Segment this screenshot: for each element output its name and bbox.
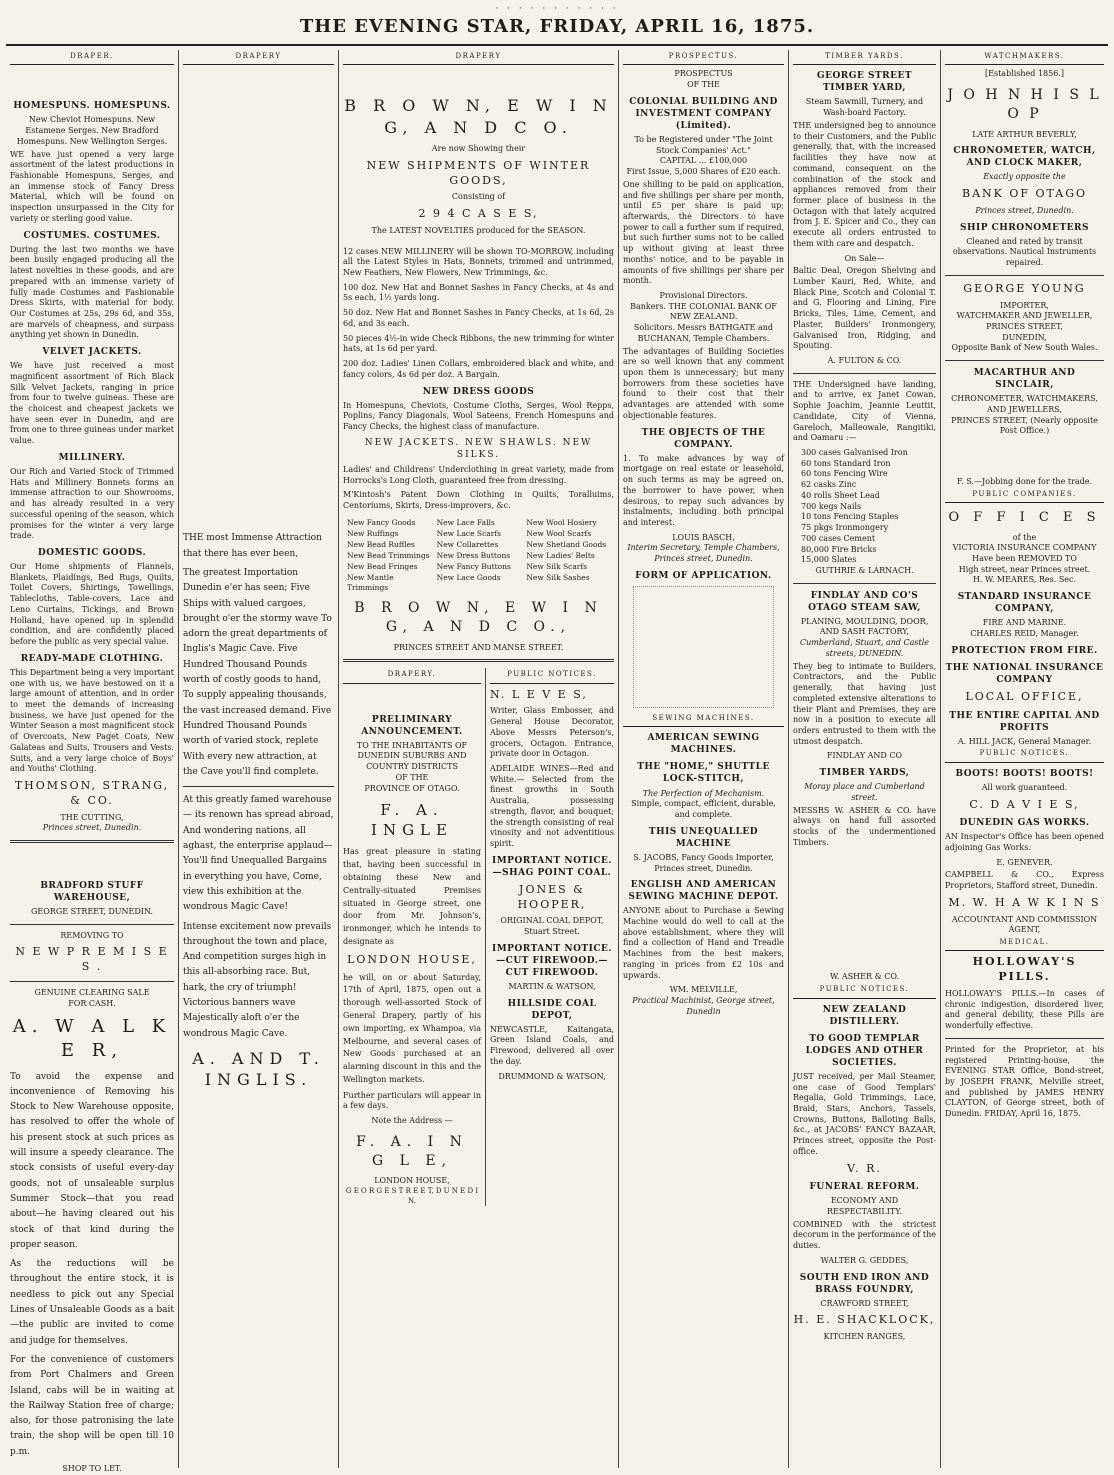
ad-subheading: New Cheviot Homespuns. New Estamene Serges. New Bradford Homespuns. New Wellington Serges. [16,115,168,146]
ad-line: High street, near Princes street. [958,564,1091,574]
advertiser-name: JONES & HOOPER, [517,882,587,911]
section-header: PROSPECTUS. [623,50,784,65]
ad-address: Cumberland, Stuart, and Castle streets, DUNEDIN. [799,638,930,658]
ad-body: To avoid the expense and inconvenience of Removing his Stock to New Warehouse opposite, has resolved to offer the whole of his present stock at such prices as will insure a speedy clearance. The stock consists of useful every-day goods, not of unsaleable surplus Summer Stock—that you read about—he having cleared out his stock of that kind during the proper season. [10,1071,174,1250]
ad-line: A. HILL JACK, General Manager. [957,736,1092,746]
goods-item: New Ruffings [347,528,399,538]
column-3 [338,50,618,1468]
ad-body: Writer, Glass Embosser, and General House Decorator, Above Messrs Peterson's, grocers, Octagon. Entrance, private door in Octagon. [490,706,614,759]
goods-item: New Wool Scarfs [526,528,592,538]
ad-heading: PRELIMINARY ANNOUNCEMENT. [361,714,463,737]
ad-line: IMPORTER, [1000,300,1049,310]
ad-body: CAMPBELL & CO., Express Proprietors, Stafford street, Dunedin. [945,870,1104,891]
cargo-list [793,448,936,566]
ad-line: [Established 1856.] [985,69,1064,79]
ad-body: WE have just opened a very large assortment of the latest productions in Fashionable Homespuns, Serges, and an immense stock of Fancy Dress Material, which will be found on inspection unsurpassed in the City for variety or sterling good value. [10,149,174,223]
ad-body: One shilling to be paid on application, and five shillings per share per month, until £5 per share is paid up; afterwards, the Directors to have power to call a further sum if required, but such further sums not to be called up without giving at least three months' notice, and to be payable in amounts of five shillings per share per month. [623,179,784,286]
ad-heading: AMERICAN SEWING MACHINES. [647,733,760,756]
ad-heading: LONDON HOUSE, [347,952,477,966]
section-header: MEDICAL. [945,936,1104,951]
ad-line: FIRE AND MARINE. [982,618,1067,628]
ad-body: THE Undersigned have landing, and to arrive, ex Janet Cowan, Sophie Joachim, Jeannie Leuttit, Candidate, City of Vienna, Gareloch, Malleowale, Rangitiki, and Oamaru :— [793,379,936,443]
ad-line: Simple, compact, efficient, durable, and complete. [631,799,776,819]
ad-heading: MILLINERY. [58,452,126,463]
advertiser-name: M. W. H A W K I N S [948,895,1101,909]
ad-line: of the [1012,532,1037,542]
ad-body: As the reductions will be throughout the entire stock, it is needless to pick out any Special Lines of Unsaleable Goods as a bait—the public are invited to come and judge for themselves. [10,1259,174,1346]
ad-line: Have been REMOVED TO [972,554,1077,564]
goods-item: New Fancy Buttons [436,561,511,571]
list-item: 700 cases Cement [801,533,876,543]
section-header: SEWING MACHINES. [623,712,784,727]
ad-line: Provisional Directors. [659,291,748,301]
divider [343,659,614,662]
advertiser-name: B R O W N, E W I N G, A N D C O. [344,96,613,137]
ad-heading: COSTUMES. COSTUMES. [23,230,161,241]
masthead-top-line: · · · · · · · · · · · [495,4,619,14]
ad-line: Steam Sawmill, Turnery, and Wash-board Factory. [805,97,924,118]
ad-heading: NEW ZEALAND DISTILLERY. [822,1004,907,1027]
ad-heading: FUNERAL REFORM. [809,1182,920,1193]
ad-line: DUNEDIN, [1002,332,1047,342]
ad-heading: NEW JACKETS. NEW SHAWLS. NEW SILKS. [364,437,593,460]
advertiser-name: H. E. SHACKLOCK, [793,1313,936,1327]
ad-heading: CHRONOMETER, WATCH, AND CLOCK MAKER, [953,146,1096,169]
ad-body: Baltic Deal, Oregon Shelving and Lumber Kauri, Red, White, and Black Pine, Scotch and Colonial T. and G. Flooring and Lining, Fire Bricks, Tiles, Lime, Cement, and Plaster, Builders' Ironmongery, Galvanised Iron, Ridging, and Spouting. [793,266,936,351]
ad-line: PLANING, MOULDING, DOOR, AND SASH FACTORY, [800,616,929,637]
ad-heading: FINDLAY AND CO'S OTAGO STEAM SAW, [808,590,921,613]
section-header: DRAPERY [343,50,614,65]
ad-body: The advantages of Building Societies are so well known that any comment upon them is unnecessary; but many borrowers from these societies have found to their cost that their advantages are attended with some objectionable features. [623,346,784,420]
section-header: PUBLIC NOTICES. [945,747,1104,762]
ad-body: 1. To make advances by way of mortgage on real estate or leasehold, on such terms as may be agreed on, the borrower to have power, when desirous, to repay such advances by instalments, including both principal and interest. [623,453,784,528]
ad-heading: LOCAL OFFICE, [965,689,1084,703]
ad-line: Bankers. THE COLONIAL BANK OF NEW ZEALAND. [630,301,777,322]
public-notices-subcolumn [486,668,614,1206]
ad-body: We have just received a most magnificent assortment of Rich Black Silk Velvet Jackets, ranging in price from four to twelve guineas. These are the choicest and cheapest jackets we have seen ever in Dunedin, and are from one to three guineas under market value. [10,361,174,446]
list-item: 60 tons Standard Iron [801,458,891,468]
ad-line: DRUMMOND & WATSON, [498,1071,606,1081]
masthead [0,0,1114,44]
ad-line: To be Registered under "The Joint Stock Companies' Act." [634,134,773,155]
list-item: 10 tons Fencing Staples [801,512,899,522]
advertiser-name: C. D A V I E S, [969,797,1080,811]
ad-line: CHRONOMETER, WATCHMAKERS, AND JEWELLERS, [951,394,1098,414]
ad-heading: SHIP CHRONOMETERS [959,222,1090,233]
ad-line: VICTORIA INSURANCE COMPANY [952,543,1097,553]
divider [183,786,334,787]
ad-line: Opposite Bank of New South Wales. [951,343,1098,353]
ad-body: HOLLOWAY'S PILLS.—In cases of chronic indigestion, disordered liver, and general debility, these Pills are wonderfully effective. [945,988,1104,1031]
ad-heading: NEW SHIPMENTS OF WINTER GOODS, [366,158,591,187]
ad-body: Our Home shipments of Flannels, Blankets, Plaidings, Bed Rugs, Quilts, Toilet Covers, Shirtings, Towellings, Tablecloths, Table-covers, Lace and Leno Curtains, Tickings, and Brown Holland, have opened up in splendid condition, and are confidently placed before the public as very special value. [10,562,174,647]
section-header: WATCHMAKERS. [945,50,1104,65]
poem-body: At this greatly famed warehouse — its renown has spread abroad, And wondering nations, all aghast, the enterprise applaud— You'll find Unequalled Bargains in everything you have, Come, view this exhibition at the wondrous Magic Cave! [183,795,334,913]
list-item: 15,000 Slates [801,555,857,565]
list-item: 40 rolls Sheet Lead [801,490,880,500]
royal-cipher: V. R. [847,1161,882,1175]
ad-line: Consisting of [451,192,506,202]
section-header: DRAPER. [10,50,174,65]
ad-body: 12 cases NEW MILLINERY will be shown TO-MORROW, including all the Latest Styles in Hats, Bonnets, trimmed and untrimmed, New Feathers, New Flowers, New Trimmings, &c. [343,246,614,278]
ad-heading: BRADFORD STUFF WAREHOUSE, [40,880,144,903]
list-item: 80,000 Fire Bricks [801,544,877,554]
ad-line: LATE ARTHUR BEVERLY, [972,129,1077,139]
ad-line: All work guaranteed. [981,782,1068,792]
ad-heading: 2 9 4 C A S E S, [418,207,539,221]
ad-line: FINDLAY AND CO [826,751,903,761]
advertiser-name: A. AND T. INGLIS. [192,1048,325,1090]
ad-line: The LATEST NOVELTIES produced for the SEASON. [371,225,586,235]
goods-item: New Lace Scarfs [436,528,501,538]
advertiser-name: B R O W N, E W I N G, A N D C O., [354,600,603,635]
ad-line: Note the Address — [371,1116,453,1126]
list-item: 75 pkgs Ironmongery [801,523,889,533]
ad-line: Cleaned and rated by transit observations. Nautical Instruments repaired. [952,236,1097,268]
column-2 [178,50,338,1468]
ad-body: M'Kintosh's Patent Down Clothing in Quilts, Toralluims, Centoriums, Skirts, Dress-improvers, &c. [343,490,614,510]
ad-heading: THE OBJECTS OF THE COMPANY. [641,427,766,450]
ad-line: CRAWFORD STREET, [820,1298,909,1308]
ad-heading: HOMESPUNS. HOMESPUNS. [13,101,171,112]
ad-line: ACCOUNTANT AND COMMISSION AGENT, [951,914,1098,935]
goods-item: New Fancy Goods [347,517,416,527]
ad-heading: HOLLOWAY'S PILLS. [972,955,1077,984]
ad-line: First Issue, 5,000 Shares of £20 each. [626,167,781,177]
ad-line: PRINCES STREET, (Nearly opposite Post Office.) [951,415,1098,436]
ad-body: In Homespuns, Cheviots, Costume Cloths, Serges, Wool Repps, Poplins, Fancy Diagonals, Wool Sateens, French Homespuns and Fancy Checks, the highest class of manufacture. [343,400,614,431]
goods-grid [347,518,610,593]
goods-item: New Bead Fringes [347,561,418,571]
goods-item: New Bead Trimmings [347,550,430,560]
divider [945,1038,1104,1039]
ad-line: PROVINCE OF OTAGO. [364,783,460,793]
goods-item: New Lace Goods [436,572,501,582]
ad-body: 100 doz. New Hat and Bonnet Sashes in Fancy Checks, at 4s and 5s each, 1½ yards long. [343,282,614,303]
ad-body: 200 doz. Ladies' Linen Collars, embroidered black and white, and fancy colors, 4s 6d per doz. A Bargain. [343,359,614,379]
ad-heading: STANDARD INSURANCE COMPANY, [957,592,1092,615]
ad-line: GUTHRIE & LARNACH. [815,565,914,575]
advertiser-name: WM. MELVILLE, [669,985,738,995]
advertiser-name: THOMSON, STRANG, & CO. [14,779,170,807]
ad-line: GENUINE CLEARING SALE [34,987,150,997]
ad-address: G E O R G E S T R E E T, D U N E D I N. [345,1187,479,1205]
ad-line: WATCHMAKER AND JEWELLER, [956,311,1093,321]
section-header: PUBLIC COMPANIES. [945,488,1104,503]
divider [945,360,1104,361]
advertiser-name: GEORGE YOUNG [963,281,1086,295]
section-header: PUBLIC NOTICES. [490,668,614,683]
ad-heading: VELVET JACKETS. [42,347,142,358]
goods-item: New Ladies' Belts [526,550,595,560]
column-1 [6,50,178,1474]
ad-address: GEORGE STREET, DUNEDIN. [31,907,153,917]
list-item: 62 casks Zinc [801,480,857,490]
ad-line: Solicitors. Messrs BATHGATE and BUCHANAN, Temple Chambers. [633,323,774,343]
ad-line: S. JACOBS, Fancy Goods Importer, Princes street, Dunedin. [633,852,774,873]
ad-address: PRINCES STREET AND MANSE STREET. [393,642,564,652]
ad-address: Interim Secretary, Temple Chambers, Princes street, Dunedin. [627,543,780,564]
ad-heading: PROTECTION FROM FIRE. [951,645,1098,656]
ad-heading: HILLSIDE COAL DEPOT, [507,998,597,1021]
ad-heading: MACARTHUR AND SINCLAIR, [973,368,1076,391]
goods-item: New Lace Falls [436,517,495,527]
masthead-rule [6,44,1108,46]
ad-body: 50 doz. New Hat and Bonnet Sashes in Fancy Checks, at 1s 6d, 2s 6d, and 3s each. [343,308,614,328]
divider [945,275,1104,276]
goods-item: New Dress Buttons [436,550,511,560]
ad-heading: THIS UNEQUALLED MACHINE [648,826,759,849]
ad-body: During the last two months we have been busily engaged producing all the latest novelties in these goods, and are prepared with an immense variety of fully made Costumes and Fashionable Dress Skirts, with material for body. Our Costumes at 25s, 29s 6d, and 35s, are marvels of cheapness, and surpass anything yet shown in Dunedin. [10,244,174,340]
ad-body: 50 pieces 4½-in wide Check Ribbons, the new trimming for winter hats, at 1s 6d per yard. [343,333,614,354]
ad-heading: TO THE INHABITANTS OF DUNEDIN SUBURBS AND COUNTRY DISTRICTS [356,740,468,772]
goods-item: New Collarettes [436,539,499,549]
list-item: 60 tons Fencing Wire [801,469,888,479]
advertiser-name: F. A. I N G L E, [356,1133,468,1169]
ad-heading: TIMBER YARDS, [819,768,910,779]
ad-address: Stuart Street. [524,926,580,936]
ad-line: PRINCES STREET, [986,321,1063,331]
ad-heading: THE "HOME," SHUTTLE LOCK-STITCH, [637,762,770,785]
advertiser-name: F. A. INGLE [371,801,453,840]
ad-line: A. FULTON & CO. [827,356,902,365]
ad-heading: GEORGE STREET TIMBER YARD, [816,71,913,94]
goods-item: New Silk Sashes [526,572,590,582]
ad-body: For the convenience of customers from Port Chalmers and Green Island, cabs will be in waiting at the Railway Station free of charge; also, for those patronising the late train, the shop will be open till 10 p.m. [10,1354,174,1457]
ad-heading: IMPORTANT NOTICE.—CUT FIREWOOD.—CUT FIREWOOD. [492,943,612,978]
advertiser-name: N. L E V E S, [490,687,588,701]
ad-heading: DOMESTIC GOODS. [37,548,147,558]
ad-heading: READY-MADE CLOTHING. [20,653,164,664]
ad-heading: BOOTS! BOOTS! BOOTS! [955,768,1094,779]
ad-line: OF THE [395,772,429,782]
ad-body: he will, on or about Saturday, 17th of April, 1875, open out a thorough well-assorted Stock of General Drapery, partly of his own importing, ex Whampoa, via Melbourne, and several cases of New Goods purchased at an alarming discount in this and the Wellington markets. [343,972,481,1084]
ad-body: COMBINED with the strictest decorum in the performance of the duties. [793,1219,936,1251]
ad-heading: SOUTH END IRON AND BRASS FOUNDRY, [799,1272,930,1295]
ad-line: CAPITAL ... £100,000 [659,156,748,166]
ad-line: Are now Showing their [431,144,526,154]
ad-line: N E W P R E M I S E S . [15,945,169,974]
newspaper-title: THE EVENING STAR, FRIDAY, APRIL 16, 1875. [299,16,815,37]
section-header: DRAPERY. [343,668,481,683]
goods-item: New Shetland Goods [526,539,607,549]
ad-line: ORIGINAL COAL DEPOT, [500,916,604,926]
ad-line: LONDON HOUSE, [374,1176,450,1186]
ad-line: Exactly opposite the [983,172,1066,182]
advertiser-sub: THE CUTTING, [60,812,124,822]
ad-line: CHARLES REID, Manager. [970,628,1079,638]
column-6 [940,50,1108,1468]
ad-heading: THE NATIONAL INSURANCE COMPANY [945,662,1104,685]
column-5 [788,50,940,1468]
imprint: Printed for the Proprietor, at his registered Printing-house, the EVENING STAR Office, Bond-street, by JOSEPH FRANK, Melville street, and published by JAMES HENRY CLAYTON, of George street, both of Dunedin. FRIDAY, April 16, 1875. [945,1044,1104,1119]
ad-heading: NEW DRESS GOODS [422,386,535,397]
ad-line: FOR CASH. [68,998,116,1008]
column-4 [618,50,788,1468]
ad-line: WALTER G. GEDDES, [820,1255,909,1265]
advertiser-address: Princes street, Dunedin. [42,823,142,833]
ad-body: Has great pleasure in stating that, having been successful in obtaining these New and Centrally-situated Premises situated in George street, one door from Mr. Johnson's, ironmonger, which he intends to designate as [343,847,481,947]
ad-heading: ENGLISH AND AMERICAN SEWING MACHINE DEPOT. [628,880,779,903]
ad-line: MARTIN & WATSON, [508,981,596,991]
poem-body: Intense excitement now prevails throughout the town and place, And competition surges high in this all-absorbing race. But, hark, the cry of triumph! Victorious banners wave Majestically aloft o'er the wondrous Magic Cave. [183,921,332,1039]
list-item: 300 cases Galvanised Iron [801,448,908,458]
advertiser-name: A. W A L K E R, [12,1016,172,1062]
ad-line: PROSPECTUS [674,69,733,79]
ad-heading: TO GOOD TEMPLAR LODGES AND OTHER SOCIETIES. [805,1033,924,1068]
section-header: PUBLIC NOTICES. [793,983,936,998]
ad-body: JUST received, per Mail Steamer, one case of Good Templars' Regalia, Gold Trimmings, Lace, Braid, Stars, Anchors, Tassels, Crowns, Buttons, Balloting Balls, &c., at JACOBS' FANCY BAZAAR, Princes street, opposite the Post-office. [793,1071,936,1156]
application-form [633,586,774,708]
poem-title: THE most Immense Attraction that there has ever been, [183,533,322,559]
section-header: DRAPERY [183,50,334,65]
drapery-subcolumn [343,668,486,1206]
ad-line: On Sale— [844,253,885,263]
divider [10,840,174,843]
ad-heading: DUNEDIN GAS WORKS. [959,818,1090,829]
ad-address: Moray place and Cumberland street. [804,782,925,802]
ad-line: OF THE [687,80,720,90]
section-header: TIMBER YARDS. [793,50,936,65]
divider [10,924,174,925]
ad-address: Practical Machinist, George street, Dunedin [632,996,775,1016]
poem-body: The greatest Importation Dunedin e'er has seen; Five Ships with valued cargoes, brought o'er the stormy wave To adorn the great departments of Inglis's Magic Cave. Five Hundred Thousand Pounds worth of costly goods to hand, To supply appealing thousands, the vast increased demand. Five Hundred Thousand Pounds worth of varied stock, replete With every new attraction, at the Cave you'll find complete. [183,567,332,777]
goods-item: New Silk Scarfs [526,561,588,571]
ad-line: E. GENEVER. [996,857,1053,867]
ad-body: THE undersigned beg to announce to their Customers, and the Public generally, that, with the increased facilities they have now at command, consequent on the combination of the stock and appliances removed from their former place of business in the Octagon with that lately acquired from J. E. Spicer and Co., they can execute all orders entrusted to them with care and despatch. [793,120,936,248]
ad-address: Princes street, Dunedin. [975,205,1074,215]
ad-line: ECONOMY AND RESPECTABILITY. [826,1196,902,1217]
divider [793,583,936,584]
goods-item: New Mantle Trimmings [347,572,394,592]
ad-heading: COLONIAL BUILDING AND INVESTMENT COMPANY (Limited). [629,96,778,131]
ad-line: H. W. MEARES, Res. Sec. [972,575,1077,585]
ad-body: This Department being a very important one with us, we have bestowed on it a large amount of attention, and in order to meet the demands of increasing business, we have just opened for the Winter Season a most magnificent stock of Overcoats, New Paget Coats, New Galateas and Suits, Trousers and Vests. Suits, and a very large choice of Boys' and Youths' Clothing. [10,667,174,774]
ad-body: NEWCASTLE, Kaitangata, Green Island Coals, and Firewood, delivered all over the day. [490,1024,614,1066]
ad-body: ANYONE about to Purchase a Sewing Machine would do well to call at the above establishment, where they will find a collection of Hand and Treadle Machines from the best makers, ranging in prices from £2 10s and upwards. [623,906,784,980]
ad-body: Our Rich and Varied Stock of Trimmed Hats and Millinery Bonnets forms an immense attraction to our Showrooms, and has already resulted in a very successful opening of the season, which promises for the winter a very large trade. [10,466,174,541]
goods-item: New Wool Hosiery [526,517,597,527]
ad-heading: O F F I C E S [948,510,1101,526]
divider [793,373,936,374]
ad-line: W. ASHER & CO. [830,972,899,982]
ad-line: F. S.—Jobbing done for the trade. [956,477,1093,487]
goods-item: New Bead Ruffles [347,539,415,549]
ad-heading: BANK OF OTAGO [961,187,1088,201]
ad-body: MESSRS W. ASHER & CO. have always on hand full assorted stocks of the undermentioned Timbers. [793,805,936,847]
ad-heading: FORM OF APPLICATION. [635,570,772,581]
ad-line: REMOVING TO [60,930,124,940]
ad-line: SHOP TO LET. [62,1464,122,1474]
advertiser-name: J O H N H I S L O P [947,87,1102,122]
list-item: 700 kegs Nails [801,501,862,511]
ad-body: ADELAIDE WINES—Red and White.— Selected from the finest growths in South Australia, possessing strength, flavor, and bouquet; the strength consisting of real vinosity and not adventitious spirit. [490,763,614,848]
ad-body: They beg to intimate to Builders, Contractors, and the Public generally, that having just completed extensive alterations to their Plant and Premises, they are now in a position to execute all orders entrusted to them with the utmost despatch. [793,661,936,746]
ad-body: AN Inspector's Office has been opened adjoining Gas Works. [945,832,1104,853]
ad-body: Ladies' and Childrens' Underclothing in great variety, made from Horrocks's Long Cloth, guaranteed free from dressing. [343,464,614,485]
ad-line: LOUIS BASCH, [672,532,735,542]
ad-heading: THE ENTIRE CAPITAL AND PROFITS [949,710,1100,733]
ad-line: KITCHEN RANGES, [823,1332,906,1342]
divider [10,981,174,982]
ad-body: Further particulars will appear in a few days. [343,1090,481,1111]
ad-heading: IMPORTANT NOTICE.—SHAG POINT COAL. [492,855,612,878]
ad-line: The Perfection of Mechanism. [642,788,765,798]
